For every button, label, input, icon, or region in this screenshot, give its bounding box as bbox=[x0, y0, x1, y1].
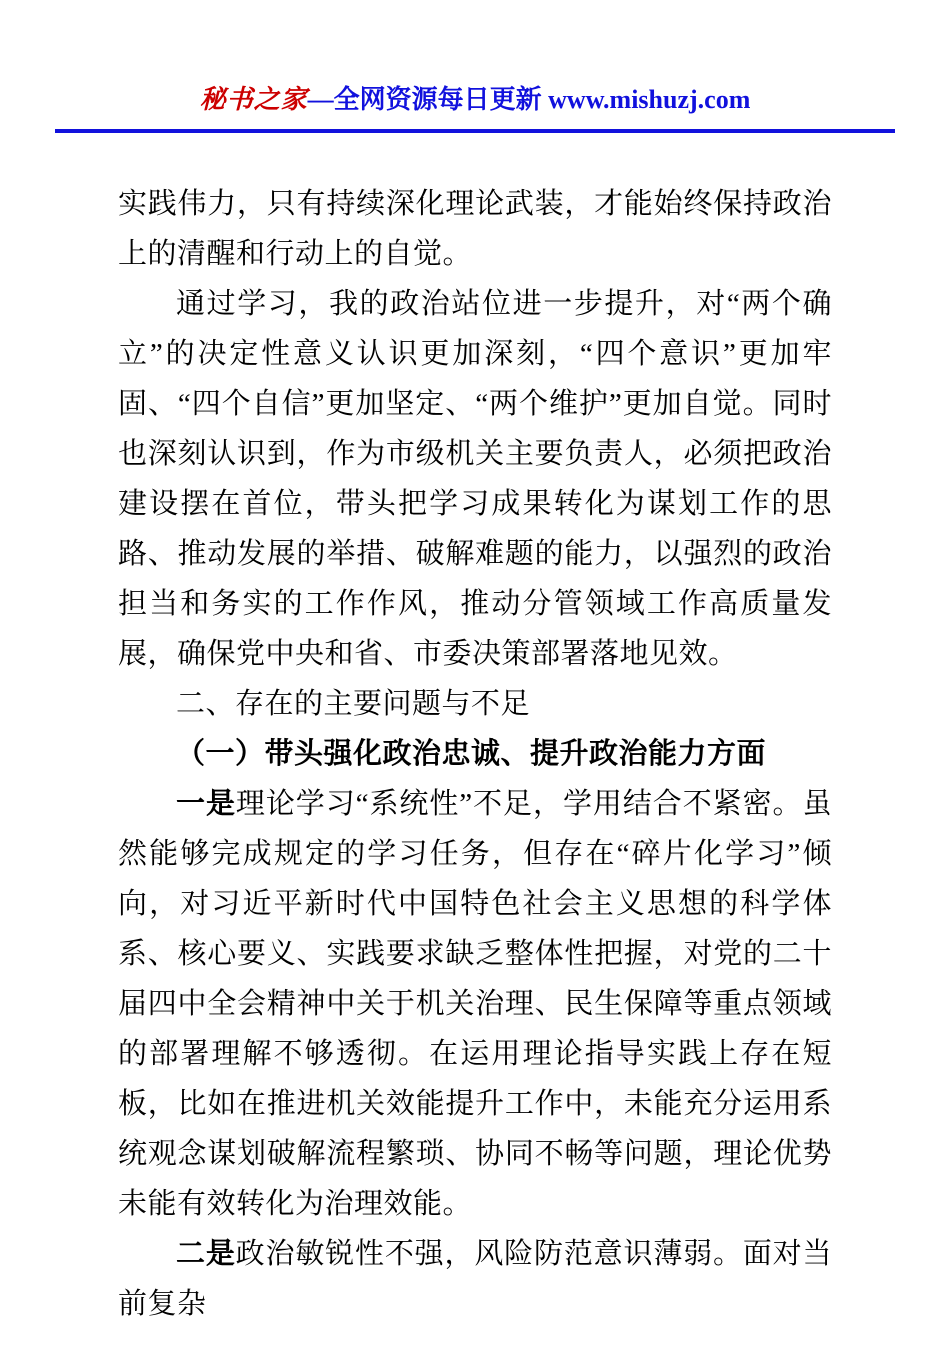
paragraph-continuation bbox=[118, 179, 832, 279]
site-header bbox=[55, 84, 895, 129]
site-tagline: —全网资源每日更新 bbox=[307, 85, 549, 114]
text-run: 理论学习“系统性”不足，学用结合不紧密。虽然能够完成规定的学习任务，但存在“碎片化学习”倾向，对习近平新时代中国特色社会主义思想的科学体系、核心要义、实践要求缺乏整体性把握，对党的二十届四中全会精神中关于机关治理、民生保障等重点领域的部署理解不够透彻。在运用理论指导实践上存在短板，比如在推进机关效能提升工作中，未能充分运用系统观念谋划破解流程繁琐、协同不畅等问题，理论优势未能有效转化为治理效能。 bbox=[118, 788, 832, 1221]
text-run: 通过学习，我的政治站位进一步提升，对“两个确立”的决定性意义认识更加深刻，“四个意识”更加牢固、“四个自信”更加坚定、“两个维护”更加自觉。同时也深刻认识到，作为市级机关主要负责人，必须把政治建设摆在首位，带头把学习成果转化为谋划工作的思路、推动发展的举措、破解难题的能力，以强烈的政治担当和务实的工作作风，推动分管领域工作高质量发展，确保党中央和省、市委决策部署落地见效。 bbox=[118, 288, 832, 671]
document-body bbox=[55, 133, 895, 1329]
text-run: 二、存在的主要问题与不足 bbox=[176, 688, 531, 721]
text-run: 实践伟力，只有持续深化理论武装，才能始终保持政治上的清醒和行动上的自觉。 bbox=[118, 188, 832, 271]
site-brand: 秘书之家 bbox=[199, 85, 308, 114]
text-run: 政治敏锐性不强，风险防范意识薄弱。面对当前复杂 bbox=[118, 1238, 832, 1321]
paragraph-problem-1 bbox=[118, 779, 832, 1229]
paragraph-problem-2 bbox=[118, 1229, 832, 1329]
site-url[interactable]: www.mishuzj.com bbox=[548, 85, 751, 114]
bold-text-run: 一是 bbox=[176, 788, 236, 821]
section-heading bbox=[118, 679, 832, 729]
paragraph-study-gains bbox=[118, 279, 832, 679]
subsection-heading bbox=[118, 729, 832, 779]
bold-text-run: （一）带头强化政治忠诚、提升政治能力方面 bbox=[176, 738, 767, 771]
bold-text-run: 二是 bbox=[176, 1238, 236, 1271]
